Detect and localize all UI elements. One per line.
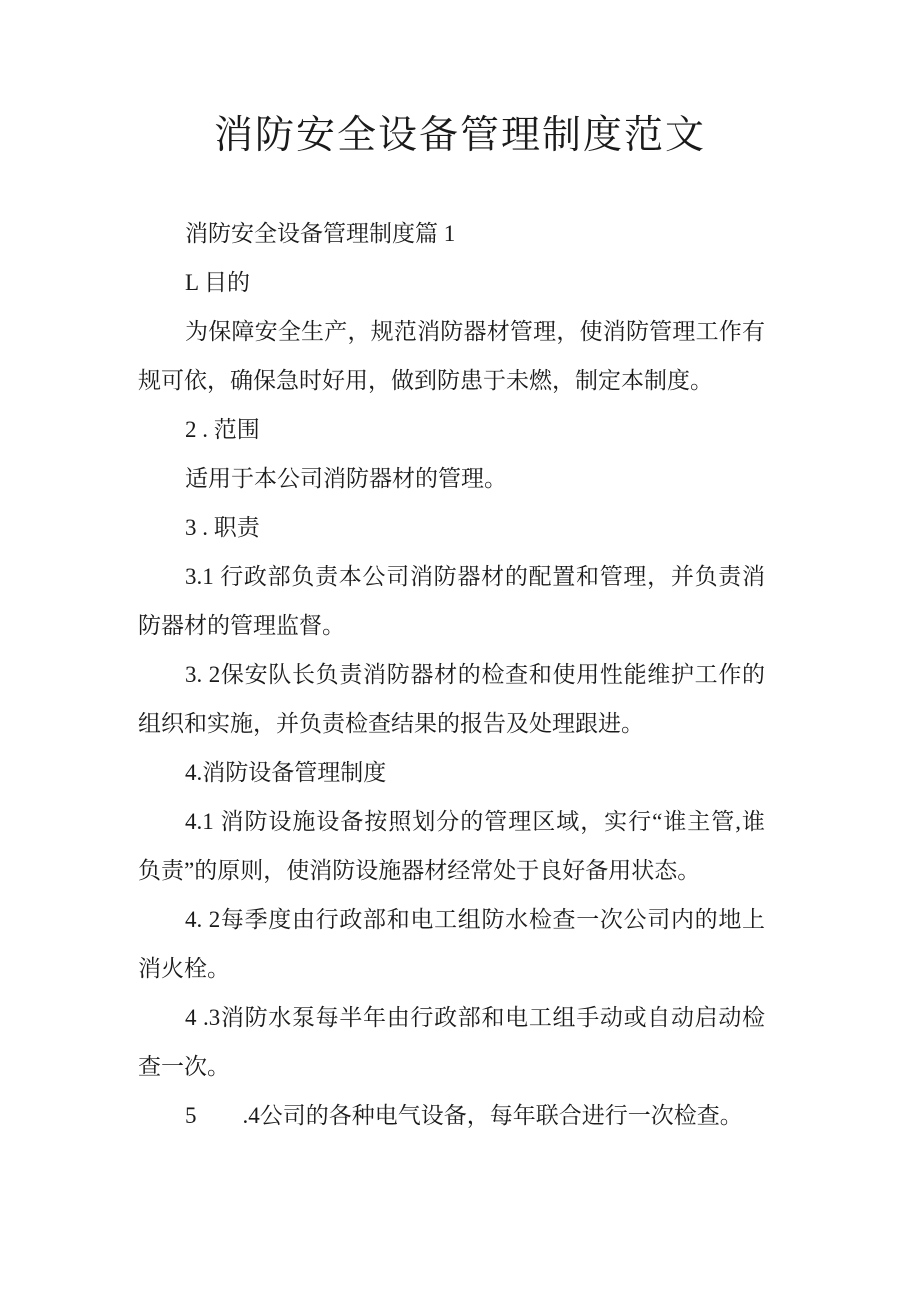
text-line: 3. 2保安队长负责消防器材的检查和使用性能维护工作的: [185, 662, 765, 687]
text-line: 防器材的管理监督。: [138, 613, 345, 638]
text-line: 3.1 行政部负责本公司消防器材的配置和管理，并负责消: [185, 564, 765, 589]
text-line: 4.1 消防设施设备按照划分的管理区域，实行“谁主管,谁: [185, 809, 765, 834]
text-line: 2 . 范围: [185, 417, 260, 442]
document-body: [138, 209, 765, 1140]
text-line: 规可依，确保急时好用，做到防患于未燃，制定本制度。: [138, 368, 713, 393]
text-line: 消火栓。: [138, 956, 230, 981]
text-line: 适用于本公司消防器材的管理。: [185, 466, 507, 491]
text-line: 5 .4公司的各种电气设备，每年联合进行一次检查。: [185, 1103, 743, 1128]
text-line: 4. 2每季度由行政部和电工组防水检查一次公司内的地上: [185, 907, 765, 932]
text-line: 4.消防设备管理制度: [185, 760, 387, 785]
text-line: 负责”的原则，使消防设施器材经常处于良好备用状态。: [138, 858, 701, 883]
text-line: 4 .3消防水泵每半年由行政部和电工组手动或自动启动检: [185, 1005, 765, 1030]
document-title: 消防安全设备管理制度范文: [213, 114, 706, 157]
text-line: 消防安全设备管理制度篇 1: [185, 221, 456, 246]
text-line: 查一次。: [138, 1054, 230, 1079]
text-line: 组织和实施，并负责检查结果的报告及处理跟进。: [138, 711, 644, 736]
text-line: 为保障安全生产，规范消防器材管理，使消防管理工作有: [185, 319, 765, 344]
text-line: 3 . 职责: [185, 515, 260, 540]
text-line: L 目的: [185, 270, 250, 295]
